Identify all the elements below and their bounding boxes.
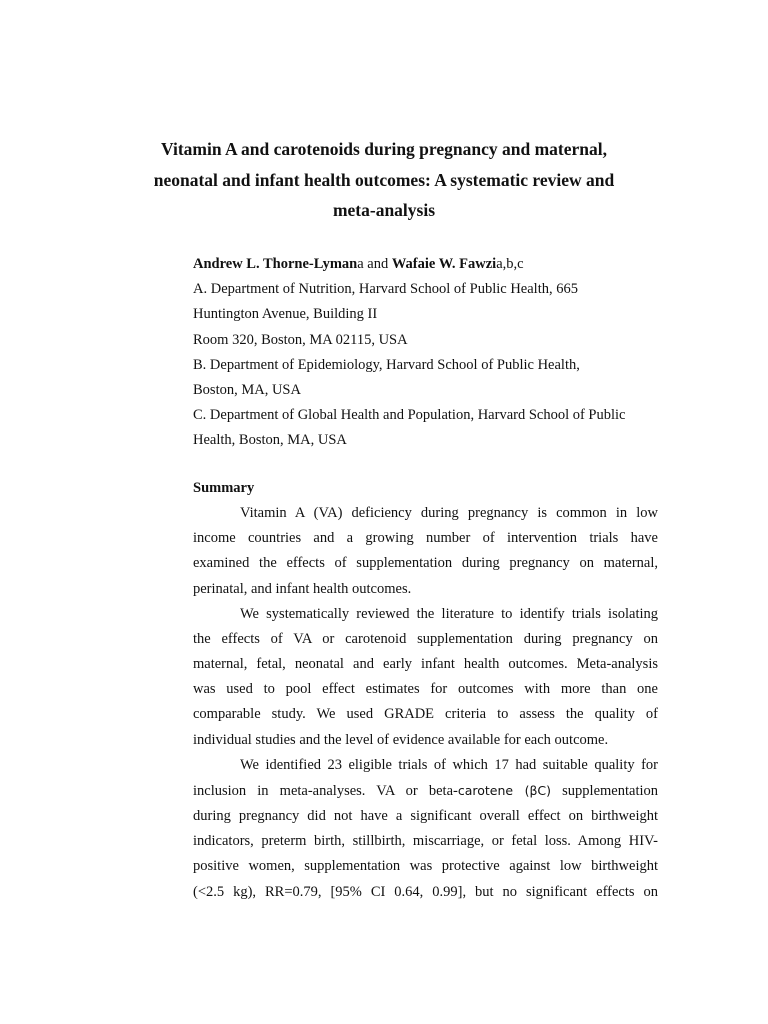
affiliation-line: A. Department of Nutrition, Harvard School of Public Health, 665 [193, 281, 578, 298]
text-run: supplementation [551, 782, 659, 799]
summary-paragraph [193, 753, 658, 905]
paragraph-line: perinatal, and infant health outcomes. [193, 580, 412, 597]
paragraph-line: Vitamin A (VA) deficiency during pregnancy is common in low [240, 505, 658, 522]
affiliation-line: Health, Boston, MA, USA [193, 432, 347, 449]
text-run: inclusion in meta-analyses. VA or beta- [193, 782, 458, 799]
author-affiliation-mark: a,b,c [496, 256, 524, 272]
paragraph-line: positive women, supplementation was protective against low birthweight [193, 858, 658, 875]
affiliation-line: Boston, MA, USA [193, 382, 301, 399]
paragraph-line: maternal, fetal, neonatal and early infant health outcomes. Meta-analysis [193, 656, 658, 673]
text-run-sans: carotene (βC) [457, 782, 552, 798]
author-line [193, 252, 663, 277]
author-name: Andrew L. Thorne-Lyman [193, 256, 358, 272]
affiliation-line: Huntington Avenue, Building II [193, 306, 378, 323]
paper-title [120, 134, 648, 226]
paragraph-line: was used to pool effect estimates for outcomes with more than one [193, 681, 658, 698]
author-name: Wafaie W. Fawzi [391, 256, 497, 272]
paragraph-line: the effects of VA or carotenoid supplementation during pregnancy on [193, 630, 658, 647]
author-connector: and [363, 256, 392, 272]
paragraph-line [193, 778, 658, 804]
affiliation-line: Room 320, Boston, MA 02115, USA [193, 331, 408, 348]
summary-paragraph [193, 602, 658, 753]
paragraph-line: (<2.5 kg), RR=0.79, [95% CI 0.64, 0.99], but no significant effects on [193, 883, 658, 900]
paragraph-line: examined the effects of supplementation during pregnancy on maternal, [193, 555, 658, 572]
paragraph-line: indicators, preterm birth, stillbirth, miscarriage, or fetal loss. Among HIV- [193, 833, 658, 850]
summary-section [193, 476, 658, 905]
paragraph-line: We systematically reviewed the literature to identify trials isolating [240, 605, 658, 622]
paragraph-line: individual studies and the level of evidence available for each outcome. [193, 731, 609, 748]
paragraph-line: We identified 23 eligible trials of which 17 had suitable quality for [240, 756, 658, 773]
summary-paragraph [193, 501, 658, 602]
paragraph-line: during pregnancy did not have a significant overall effect on birthweight [193, 808, 658, 825]
summary-heading: Summary [193, 480, 255, 496]
title-line: neonatal and infant health outcomes: A systematic review and [153, 169, 615, 190]
paragraph-line: comparable study. We used GRADE criteria to assess the quality of [193, 706, 658, 723]
affiliation-line: C. Department of Global Health and Population, Harvard School of Public [193, 407, 626, 424]
title-line: Vitamin A and carotenoids during pregnancy and maternal, [161, 139, 607, 159]
author-block [193, 252, 663, 454]
author-affiliation-mark: a [357, 256, 364, 272]
affiliation-line: B. Department of Epidemiology, Harvard School of Public Health, [193, 356, 580, 373]
title-line: meta-analysis [332, 200, 436, 220]
paragraph-line: income countries and a growing number of intervention trials have [193, 530, 658, 547]
